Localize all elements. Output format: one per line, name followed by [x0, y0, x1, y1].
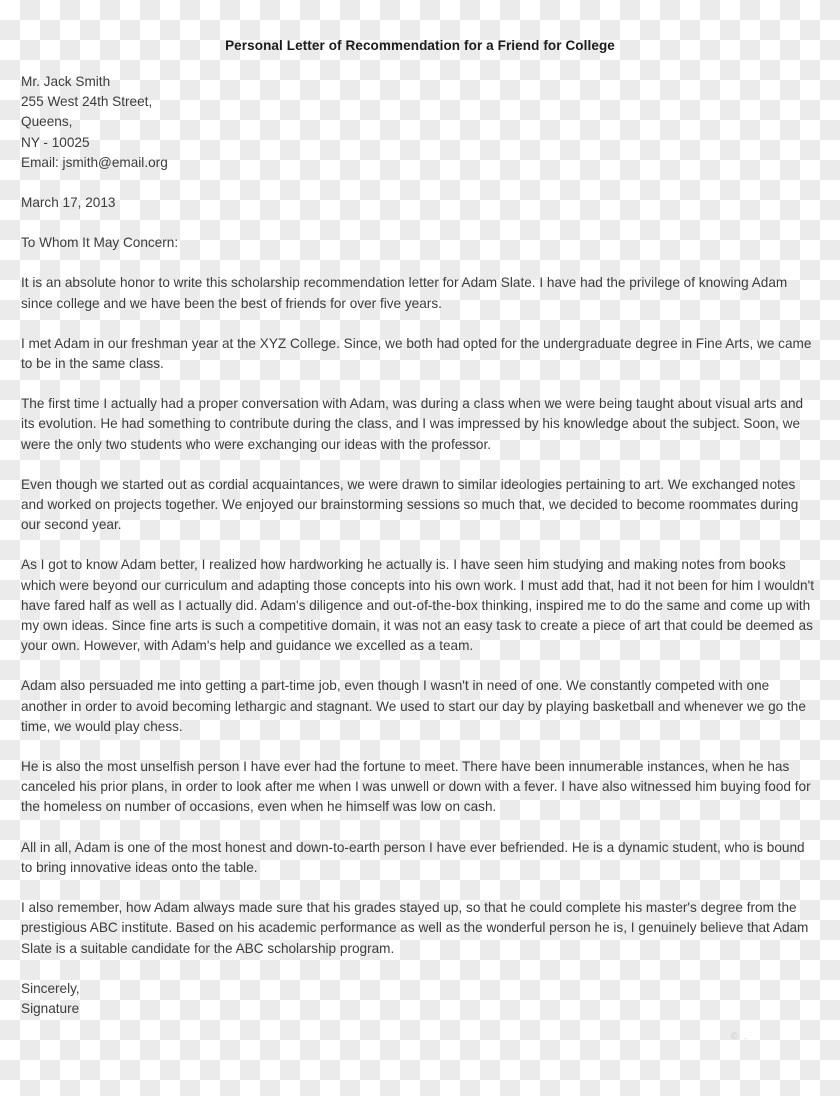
- closing-valediction: Sincerely,: [21, 980, 80, 996]
- sender-address-block: [21, 72, 819, 173]
- sender-email: Email: jsmith@email.org: [21, 154, 168, 170]
- sender-street: 255 West 24th Street,: [21, 94, 153, 110]
- closing-signature: Signature: [21, 1000, 80, 1016]
- letter-date: March 17, 2013: [21, 195, 116, 211]
- sender-city: Queens,: [21, 114, 73, 130]
- letter-body: [21, 72, 819, 1019]
- letter-paragraph: The first time I actually had a proper conversation with Adam, was during a class when we were being taught about visual arts and its evolution. He had something to contribute during the class, and I was impressed by his knowledge about the subject. Soon, we were the only two students who were exchanging our ideas with the professor.: [21, 396, 804, 452]
- sender-state-zip: NY - 10025: [21, 134, 90, 150]
- letter-paragraph: I also remember, how Adam always made sure that his grades stayed up, so that he could complete his master's degree from the prestigious ABC institute. Based on his academic performance as well as the wonderful person he is, I genuinely believe that Adam Slate is a suitable candidate for the ABC scholarship program.: [21, 900, 809, 956]
- letter-paragraph: Even though we started out as cordial acquaintances, we were drawn to similar ideologies pertaining to art. We exchanged notes and worked on projects together. We enjoyed our brainstorming sessions so much that, we decided to become roommates during our second year.: [21, 476, 799, 533]
- letter-paragraph: All in all, Adam is one of the most honest and down-to-earth person I have ever befriended. He is a dynamic student, who is bound to bring innovative ideas onto the table.: [21, 839, 805, 875]
- letter-paragraph: He is also the most unselfish person I have ever had the fortune to meet. There have been innumerable instances, when he has canceled his prior plans, in order to look after me when I was unwell or down with a fever. I have also witnessed him buying food for the homeless on number of occasions, even when he himself was low on cash.: [21, 759, 811, 815]
- letter-closing: [21, 979, 819, 1019]
- letter-paragraph: As I got to know Adam better, I realized how hardworking he actually is. I have seen him studying and making notes from books which were beyond our curriculum and adapting those concepts into his own work. I must add that, had it not been for him I wouldn't have fared half as well as I actually did. Adam's diligence and out-of-the-box thinking, inspired me to do the same and come up with my own ideas. Since fine arts is such a competitive domain, it was not an easy task to create a piece of art that could be deemed as your own. However, with Adam's help and guidance we excelled as a team.: [21, 557, 814, 654]
- page-title: Personal Letter of Recommendation for a Friend for College: [225, 38, 615, 53]
- letter-salutation: To Whom It May Concern:: [21, 235, 179, 251]
- letter-paragraph: I met Adam in our freshman year at the XYZ College. Since, we both had opted for the undergraduate degree in Fine Arts, we came to be in the same class.: [21, 335, 812, 372]
- sender-name: Mr. Jack Smith: [21, 74, 111, 89]
- copyright-watermark: © .: [731, 1031, 749, 1041]
- letter-paragraph: Adam also persuaded me into getting a part-time job, even though I wasn't in need of one. We constantly competed with one another in order to avoid becoming lethargic and stagnant. We used to start our day by playing basketball and whenever we go the time, we would play chess.: [21, 678, 806, 734]
- letter-paragraph: It is an absolute honor to write this scholarship recommendation letter for Adam Slate. I have had the privilege of knowing Adam since college and we have been the best of friends for over five years.: [21, 275, 788, 311]
